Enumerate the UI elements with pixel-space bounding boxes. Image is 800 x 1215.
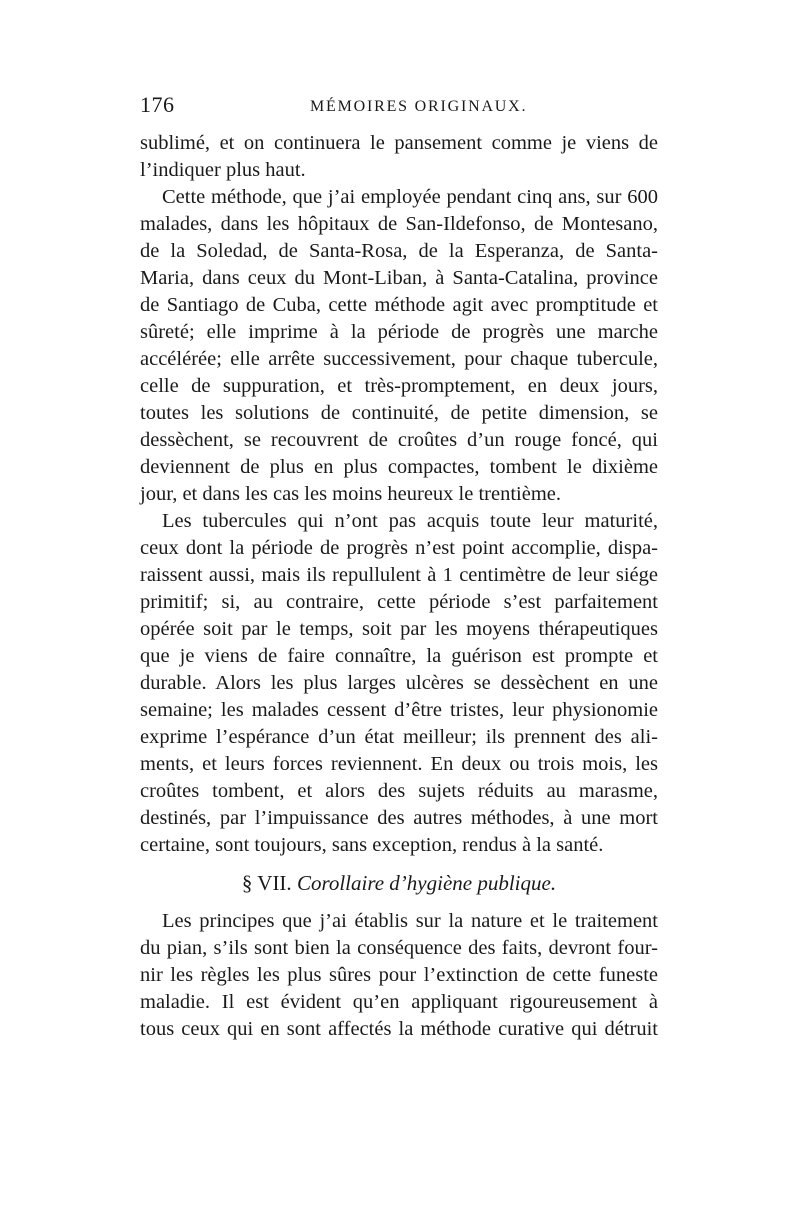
text-line: primitif; si, au contraire, cette période s’est parfaitement bbox=[140, 591, 658, 613]
text-line: deviennent de plus en plus compactes, tombent le dixième bbox=[140, 456, 658, 478]
running-head: MÉMOIRES ORIGINAUX. bbox=[310, 98, 528, 115]
text-line: sûreté; elle imprime à la période de progrès une marche bbox=[140, 321, 658, 343]
text-line: celle de suppuration, et très-promptement, en deux jours, bbox=[140, 375, 658, 397]
page-header bbox=[140, 92, 660, 122]
text-line: l’indiquer plus haut. bbox=[140, 159, 306, 181]
text-line: de Santiago de Cuba, cette méthode agit avec promptitude et bbox=[140, 294, 658, 316]
text-line: raissent aussi, mais ils repullulent à 1 centimètre de leur siége bbox=[140, 564, 658, 586]
text-line: nir les règles les plus sûres pour l’extinction de cette funeste bbox=[140, 964, 658, 986]
page-number: 176 bbox=[140, 92, 175, 117]
section-number: § VII. bbox=[241, 871, 292, 895]
text-line: Maria, dans ceux du Mont-Liban, à Santa-Catalina, province bbox=[140, 267, 658, 289]
section-title: Corollaire d’hygiène publique. bbox=[296, 871, 557, 895]
text-line: du pian, s’ils sont bien la conséquence des faits, devront four- bbox=[140, 937, 658, 959]
text-line: ceux dont la période de progrès n’est point accomplie, dispa- bbox=[140, 537, 658, 559]
text-line: Cette méthode, que j’ai employée pendant cinq ans, sur 600 bbox=[162, 186, 658, 208]
text-line: opérée soit par le temps, soit par les moyens thérapeutiques bbox=[140, 618, 658, 640]
text-line: Les tubercules qui n’ont pas acquis toute leur maturité, bbox=[162, 510, 658, 532]
text-line: ments, et leurs forces reviennent. En deux ou trois mois, les bbox=[140, 753, 658, 775]
section-heading bbox=[140, 870, 658, 896]
text-line: destinés, par l’impuissance des autres méthodes, à une mort bbox=[140, 807, 658, 829]
text-line: semaine; les malades cessent d’être tristes, leur physionomie bbox=[140, 699, 658, 721]
text-line: tous ceux qui en sont affectés la méthode curative qui détruit bbox=[140, 1018, 658, 1040]
text-line: durable. Alors les plus larges ulcères se dessèchent en une bbox=[140, 672, 658, 694]
text-line: accélérée; elle arrête successivement, pour chaque tubercule, bbox=[140, 348, 658, 370]
text-line: maladie. Il est évident qu’en appliquant rigoureusement à bbox=[140, 991, 658, 1013]
text-line: croûtes tombent, et alors des sujets réduits au marasme, bbox=[140, 780, 658, 802]
text-line: certaine, sont toujours, sans exception, rendus à la santé. bbox=[140, 834, 604, 856]
text-line: sublimé, et on continuera le pansement comme je viens de bbox=[140, 132, 658, 154]
text-line: Les principes que j’ai établis sur la nature et le traitement bbox=[162, 910, 658, 932]
text-line: dessèchent, se recouvrent de croûtes d’un rouge foncé, qui bbox=[140, 429, 658, 451]
text-line: malades, dans les hôpitaux de San-Ildefonso, de Montesano, bbox=[140, 213, 658, 235]
text-line: exprime l’espérance d’un état meilleur; ils prennent des ali- bbox=[140, 726, 658, 748]
text-line: toutes les solutions de continuité, de petite dimension, se bbox=[140, 402, 658, 424]
text-line: jour, et dans les cas les moins heureux le trentième. bbox=[140, 483, 562, 505]
text-line: de la Soledad, de Santa-Rosa, de la Esperanza, de Santa- bbox=[140, 240, 658, 262]
text-line: que je viens de faire connaître, la guérison est prompte et bbox=[140, 645, 658, 667]
